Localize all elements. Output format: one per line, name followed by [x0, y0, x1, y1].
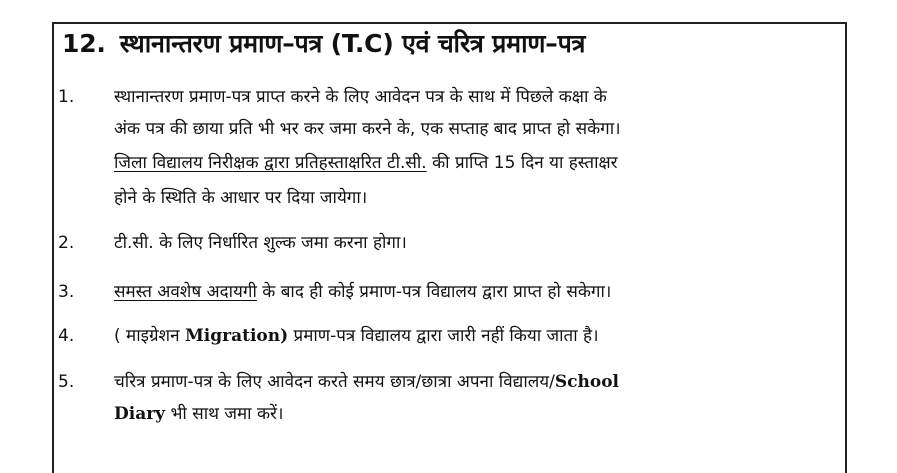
- item-5-number: 5.: [58, 372, 75, 392]
- item-4-number: 4.: [58, 326, 75, 346]
- item-4-latin: Migration): [184, 326, 289, 346]
- item-5-line-1-latin: School: [554, 372, 619, 392]
- item-5-line-2: [114, 399, 849, 429]
- item-5-line-2-latin: Diary: [114, 404, 166, 424]
- item-1-line-3-rest: की प्राप्ति 15 दिन या हस्ताक्षर: [426, 153, 618, 173]
- item-3-number: 3.: [58, 282, 75, 302]
- item-1-underlined-text: जिला विद्यालय निरीक्षक द्वारा प्रतिहस्ताक्षरित टी.सी.: [114, 153, 427, 173]
- item-2-number: 2.: [58, 233, 75, 253]
- item-1-number: 1.: [58, 87, 75, 107]
- section-heading: [62, 22, 842, 66]
- item-4-rest: प्रमाण-पत्र विद्यालय द्वारा जारी नहीं किया जाता है।: [288, 326, 599, 346]
- item-4-pre: ( माइग्रेशन: [114, 326, 185, 346]
- item-3-underlined-text: समस्त अवशेष अदायगी: [114, 282, 257, 302]
- item-5-line-1-text: चरित्र प्रमाण-पत्र के लिए आवेदन करते समय छात्र/छात्रा अपना विद्यालय/: [114, 372, 555, 392]
- item-1-line-2: अंक पत्र की छाया प्रति भी भर कर जमा करने के, एक सप्ताह बाद प्राप्त हो सकेगा।: [114, 119, 621, 139]
- item-5-line-2-text: भी साथ जमा करें।: [165, 404, 284, 424]
- item-2-text: टी.सी. के लिए निर्धारित शुल्क जमा करना होगा।: [114, 233, 407, 253]
- item-3-rest: के बाद ही कोई प्रमाण-पत्र विद्यालय द्वारा प्राप्त हो सकेगा।: [256, 282, 612, 302]
- section-number: 12.: [62, 29, 106, 58]
- item-1-line-3: [114, 148, 849, 178]
- item-3-line: [114, 277, 849, 307]
- section-title: स्थानान्तरण प्रमाण–पत्र (T.C) एवं चरित्र प्रमाण–पत्र: [119, 29, 586, 58]
- item-4-line: [114, 321, 849, 351]
- item-1-line-4: होने के स्थिति के आधार पर दिया जायेगा।: [114, 188, 368, 208]
- item-1-line-1: स्थानान्तरण प्रमाण-पत्र प्राप्त करने के लिए आवेदन पत्र के साथ में पिछले कक्षा के: [114, 87, 607, 107]
- item-5-line-1: [114, 367, 849, 397]
